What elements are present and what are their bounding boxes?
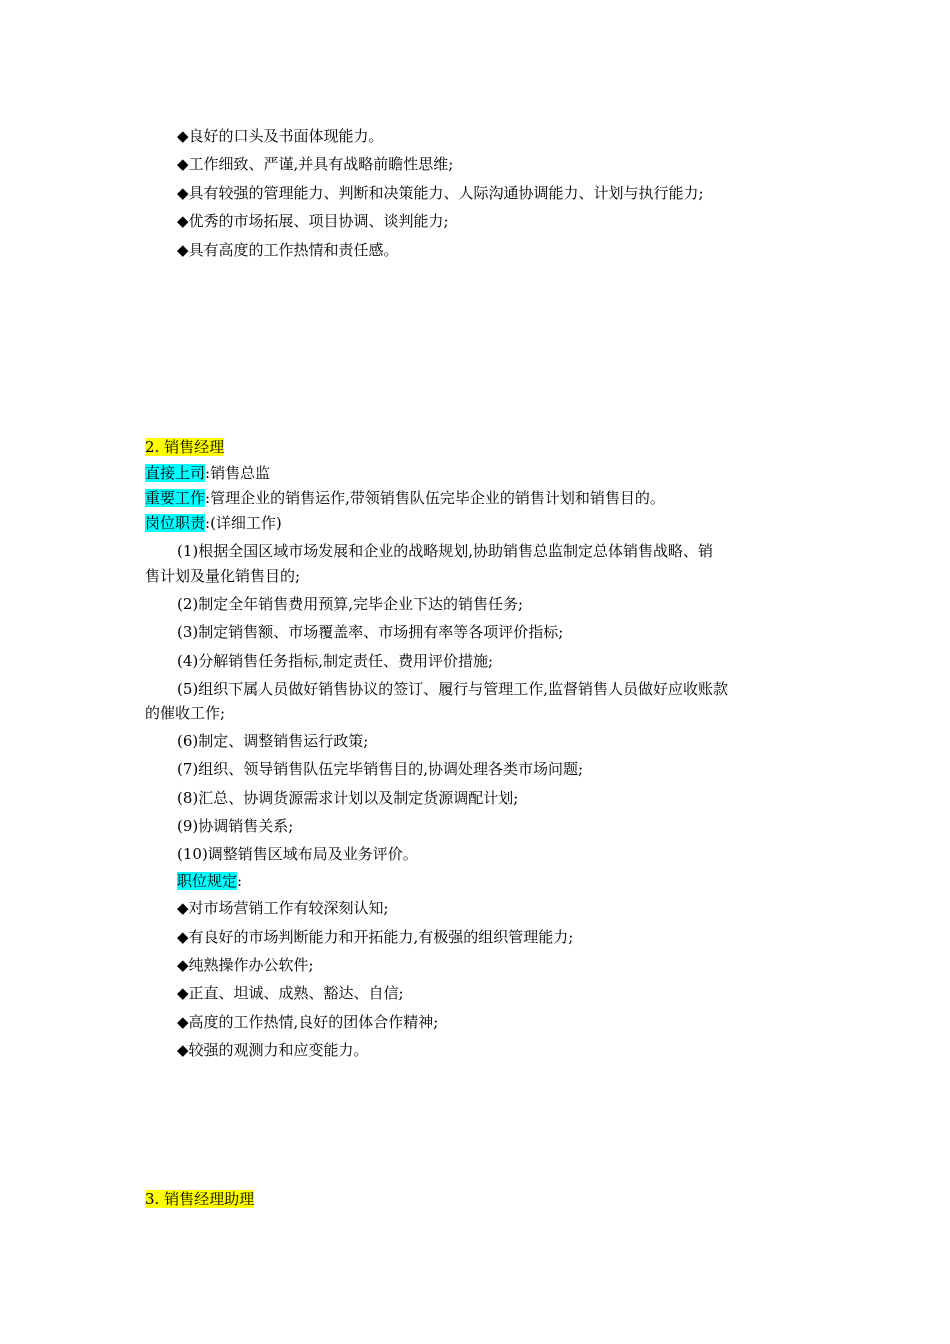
section-heading bbox=[145, 1189, 254, 1209]
requirements-heading bbox=[177, 871, 242, 891]
duty-item: (5)组织下属人员做好销售协议的签订、履行与管理工作,监督销售人员做好应收账款 bbox=[177, 680, 729, 698]
top-bullet-item: ◆具有高度的工作热情和责任感。 bbox=[177, 241, 399, 259]
top-bullet-item: ◆工作细致、严谨,并具有战略前瞻性思维; bbox=[177, 155, 454, 173]
duty-label: 岗位职责 bbox=[145, 514, 206, 532]
requirements-colon: : bbox=[237, 872, 243, 890]
duty-item: (7)组织、领导销售队伍完毕销售目的,协调处理各类市场问题; bbox=[177, 760, 584, 778]
duty-item-continuation: 售计划及量化销售目的; bbox=[145, 567, 301, 585]
requirement-item: ◆正直、坦诚、成熟、豁达、自信; bbox=[177, 984, 404, 1002]
top-bullet-item: ◆良好的口头及书面体现能力。 bbox=[177, 127, 384, 145]
supervisor-row bbox=[145, 463, 270, 483]
section-heading-text: 3. 销售经理助理 bbox=[145, 1190, 255, 1208]
supervisor-label: 直接上司 bbox=[145, 464, 206, 482]
main-work-row bbox=[145, 488, 665, 508]
top-bullet-item: ◆优秀的市场拓展、项目协调、谈判能力; bbox=[177, 212, 449, 230]
main-work-label: 重要工作 bbox=[145, 489, 206, 507]
requirement-item: ◆较强的观测力和应变能力。 bbox=[177, 1041, 369, 1059]
duty-row bbox=[145, 513, 282, 533]
section-heading bbox=[145, 437, 224, 457]
section-heading-text: 2. 销售经理 bbox=[145, 438, 225, 456]
supervisor-value: :销售总监 bbox=[205, 464, 271, 482]
top-bullet-item: ◆具有较强的管理能力、判断和决策能力、人际沟通协调能力、计划与执行能力; bbox=[177, 184, 704, 202]
duty-item: (4)分解销售任务指标,制定责任、费用评价措施; bbox=[177, 652, 494, 670]
duty-value: :(详细工作) bbox=[205, 514, 282, 532]
requirement-item: ◆有良好的市场判断能力和开拓能力,有极强的组织管理能力; bbox=[177, 928, 574, 946]
requirements-label: 职位规定 bbox=[177, 872, 238, 890]
duty-item: (10)调整销售区域布局及业务评价。 bbox=[177, 845, 418, 863]
duty-item: (9)协调销售关系; bbox=[177, 817, 294, 835]
duty-item: (6)制定、调整销售运行政策; bbox=[177, 732, 369, 750]
duty-item: (3)制定销售额、市场覆盖率、市场拥有率等各项评价指标; bbox=[177, 623, 564, 641]
duty-item-continuation: 的催收工作; bbox=[145, 704, 226, 722]
main-work-value: :管理企业的销售运作,带领销售队伍完毕企业的销售计划和销售目的。 bbox=[205, 489, 665, 507]
requirement-item: ◆对市场营销工作有较深刻认知; bbox=[177, 899, 389, 917]
duty-item: (8)汇总、协调货源需求计划以及制定货源调配计划; bbox=[177, 789, 519, 807]
requirement-item: ◆高度的工作热情,良好的团体合作精神; bbox=[177, 1013, 439, 1031]
duty-item: (2)制定全年销售费用预算,完毕企业下达的销售任务; bbox=[177, 595, 524, 613]
duty-item: (1)根据全国区域市场发展和企业的战略规划,协助销售总监制定总体销售战略、销 bbox=[177, 542, 714, 560]
requirement-item: ◆纯熟操作办公软件; bbox=[177, 956, 314, 974]
